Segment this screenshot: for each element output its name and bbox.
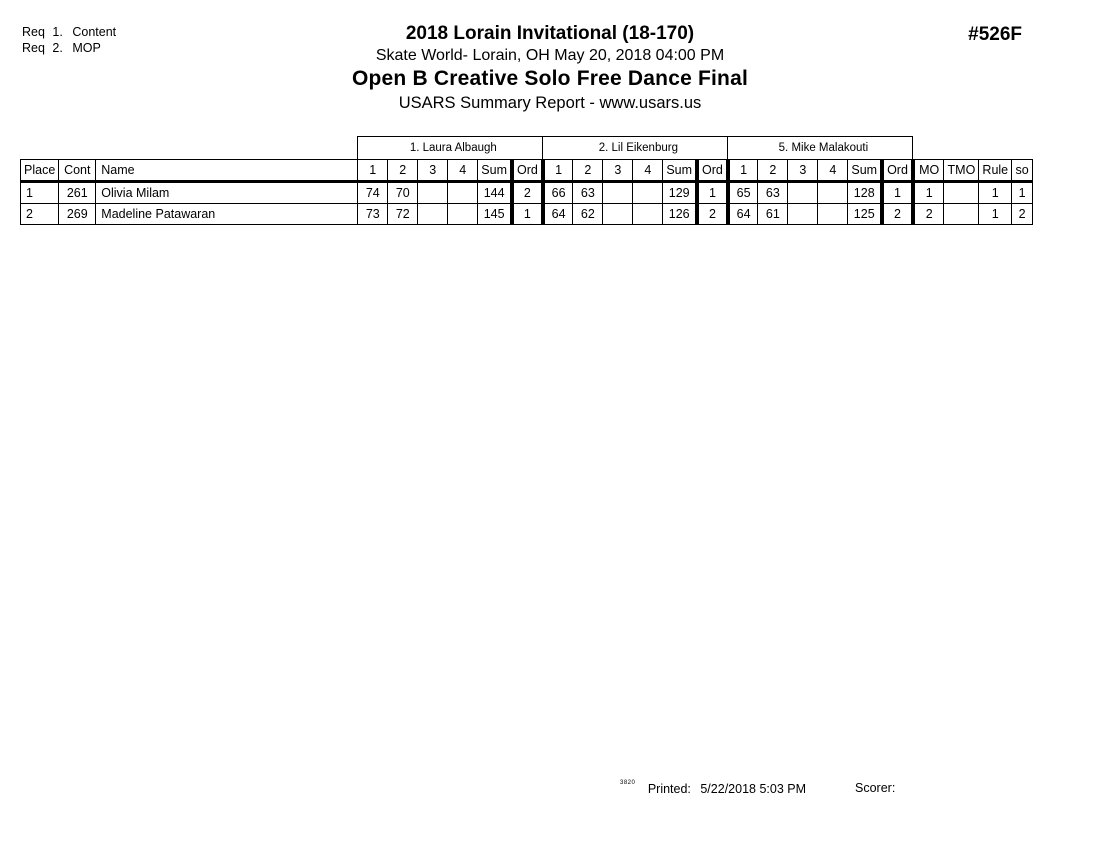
- cell-j2-s3: [603, 204, 633, 225]
- column-header-j3-ord: Ord: [882, 160, 913, 182]
- cell-j2-s1: 64: [543, 204, 573, 225]
- cell-place: 2: [21, 204, 59, 225]
- column-header-j3-s3: 3: [788, 160, 818, 182]
- cell-j3-s3: [788, 204, 818, 225]
- cell-cont: 261: [59, 182, 96, 204]
- cell-so: 1: [1012, 182, 1033, 204]
- cell-j1-ord: 2: [512, 182, 543, 204]
- event-number: #526F: [968, 24, 1022, 45]
- cell-j2-ord: 1: [697, 182, 728, 204]
- requirement-text: MOP: [72, 41, 101, 55]
- requirement-label: Req: [22, 41, 45, 55]
- cell-j2-s3: [603, 182, 633, 204]
- column-header-j3-s2: 2: [758, 160, 788, 182]
- cell-tmo: [944, 182, 979, 204]
- printed-timestamp: 5/22/2018 5:03 PM: [700, 782, 806, 796]
- cell-j1-s1: 74: [358, 182, 388, 204]
- judge-header-3: 5. Mike Malakouti: [728, 137, 913, 160]
- report-source: USARS Summary Report - www.usars.us: [398, 94, 702, 112]
- column-header-so: so: [1012, 160, 1033, 182]
- column-header-j2-s2: 2: [573, 160, 603, 182]
- cell-mo: 1: [913, 182, 944, 204]
- column-header-j3-sum: Sum: [848, 160, 882, 182]
- column-header-j1-s2: 2: [388, 160, 418, 182]
- report-header: [0, 22, 1100, 114]
- cell-j3-s3: [788, 182, 818, 204]
- column-header-mo: MO: [913, 160, 944, 182]
- column-header-j1-s1: 1: [358, 160, 388, 182]
- judge-header-1: 1. Laura Albaugh: [358, 137, 543, 160]
- scorer-label: Scorer:: [855, 781, 896, 795]
- column-header-j1-s4: 4: [448, 160, 478, 182]
- cell-skater-name: Olivia Milam: [96, 182, 358, 204]
- cell-rule: 1: [979, 204, 1012, 225]
- event-division-title: Open B Creative Solo Free Dance Final: [351, 67, 748, 90]
- cell-j1-s4: [448, 182, 478, 204]
- column-header-j2-ord: Ord: [697, 160, 728, 182]
- cell-place: 1: [21, 182, 59, 204]
- cell-cont: 269: [59, 204, 96, 225]
- cell-skater-name: Madeline Patawaran: [96, 204, 358, 225]
- table-row[interactable]: [21, 182, 1033, 204]
- cell-j2-ord: 2: [697, 204, 728, 225]
- print-code: 3820: [620, 780, 636, 786]
- column-header-cont: Cont: [59, 160, 96, 182]
- cell-j3-sum: 125: [848, 204, 882, 225]
- column-header-j1-sum: Sum: [478, 160, 512, 182]
- cell-j3-s1: 65: [728, 182, 758, 204]
- table-row[interactable]: [21, 204, 1033, 225]
- column-header-j2-s3: 3: [603, 160, 633, 182]
- judge-header-2: 2. Lil Eikenburg: [543, 137, 728, 160]
- cell-j1-s3: [418, 182, 448, 204]
- column-header-row: [21, 160, 1033, 182]
- column-header-place: Place: [21, 160, 59, 182]
- column-header-j3-s1: 1: [728, 160, 758, 182]
- cell-rule: 1: [979, 182, 1012, 204]
- cell-j1-s2: 72: [388, 204, 418, 225]
- cell-j2-sum: 126: [663, 204, 697, 225]
- cell-j1-ord: 1: [512, 204, 543, 225]
- printed-label: Printed:: [647, 782, 691, 796]
- event-title: 2018 Lorain Invitational (18-170): [405, 23, 695, 44]
- requirement-number: 1.: [52, 25, 63, 39]
- cell-tmo: [944, 204, 979, 225]
- column-header-j1-s3: 3: [418, 160, 448, 182]
- cell-j2-s4: [633, 182, 663, 204]
- cell-j2-s2: 62: [573, 204, 603, 225]
- cell-j3-s4: [818, 204, 848, 225]
- requirement-label: Req: [22, 25, 45, 39]
- column-header-j2-s4: 4: [633, 160, 663, 182]
- cell-j1-s1: 73: [358, 204, 388, 225]
- cell-j3-sum: 128: [848, 182, 882, 204]
- cell-j2-s4: [633, 204, 663, 225]
- cell-j1-s4: [448, 204, 478, 225]
- cell-j3-s2: 61: [758, 204, 788, 225]
- results-table-container: [20, 136, 1033, 225]
- judge-band-spacer-right: [913, 137, 1033, 160]
- requirement-number: 2.: [52, 41, 63, 55]
- column-header-rule: Rule: [979, 160, 1012, 182]
- column-header-j3-s4: 4: [818, 160, 848, 182]
- cell-j3-ord: 1: [882, 182, 913, 204]
- cell-mo: 2: [913, 204, 944, 225]
- results-table: [20, 136, 1033, 225]
- cell-j2-s1: 66: [543, 182, 573, 204]
- cell-j3-s4: [818, 182, 848, 204]
- column-header-j2-s1: 1: [543, 160, 573, 182]
- judge-band-spacer: [21, 137, 358, 160]
- cell-j1-sum: 145: [478, 204, 512, 225]
- footer-print-info: [620, 780, 806, 798]
- cell-j1-sum: 144: [478, 182, 512, 204]
- column-header-j1-ord: Ord: [512, 160, 543, 182]
- column-header-name: Name: [96, 160, 358, 182]
- judge-band-row: [21, 137, 1033, 160]
- cell-j2-s2: 63: [573, 182, 603, 204]
- cell-so: 2: [1012, 204, 1033, 225]
- column-header-j2-sum: Sum: [663, 160, 697, 182]
- requirement-text: Content: [72, 25, 117, 39]
- event-venue-datetime: Skate World- Lorain, OH May 20, 2018 04:00 PM: [375, 47, 725, 64]
- cell-j3-ord: 2: [882, 204, 913, 225]
- cell-j3-s1: 64: [728, 204, 758, 225]
- cell-j2-sum: 129: [663, 182, 697, 204]
- cell-j1-s3: [418, 204, 448, 225]
- cell-j3-s2: 63: [758, 182, 788, 204]
- column-header-tmo: TMO: [944, 160, 979, 182]
- cell-j1-s2: 70: [388, 182, 418, 204]
